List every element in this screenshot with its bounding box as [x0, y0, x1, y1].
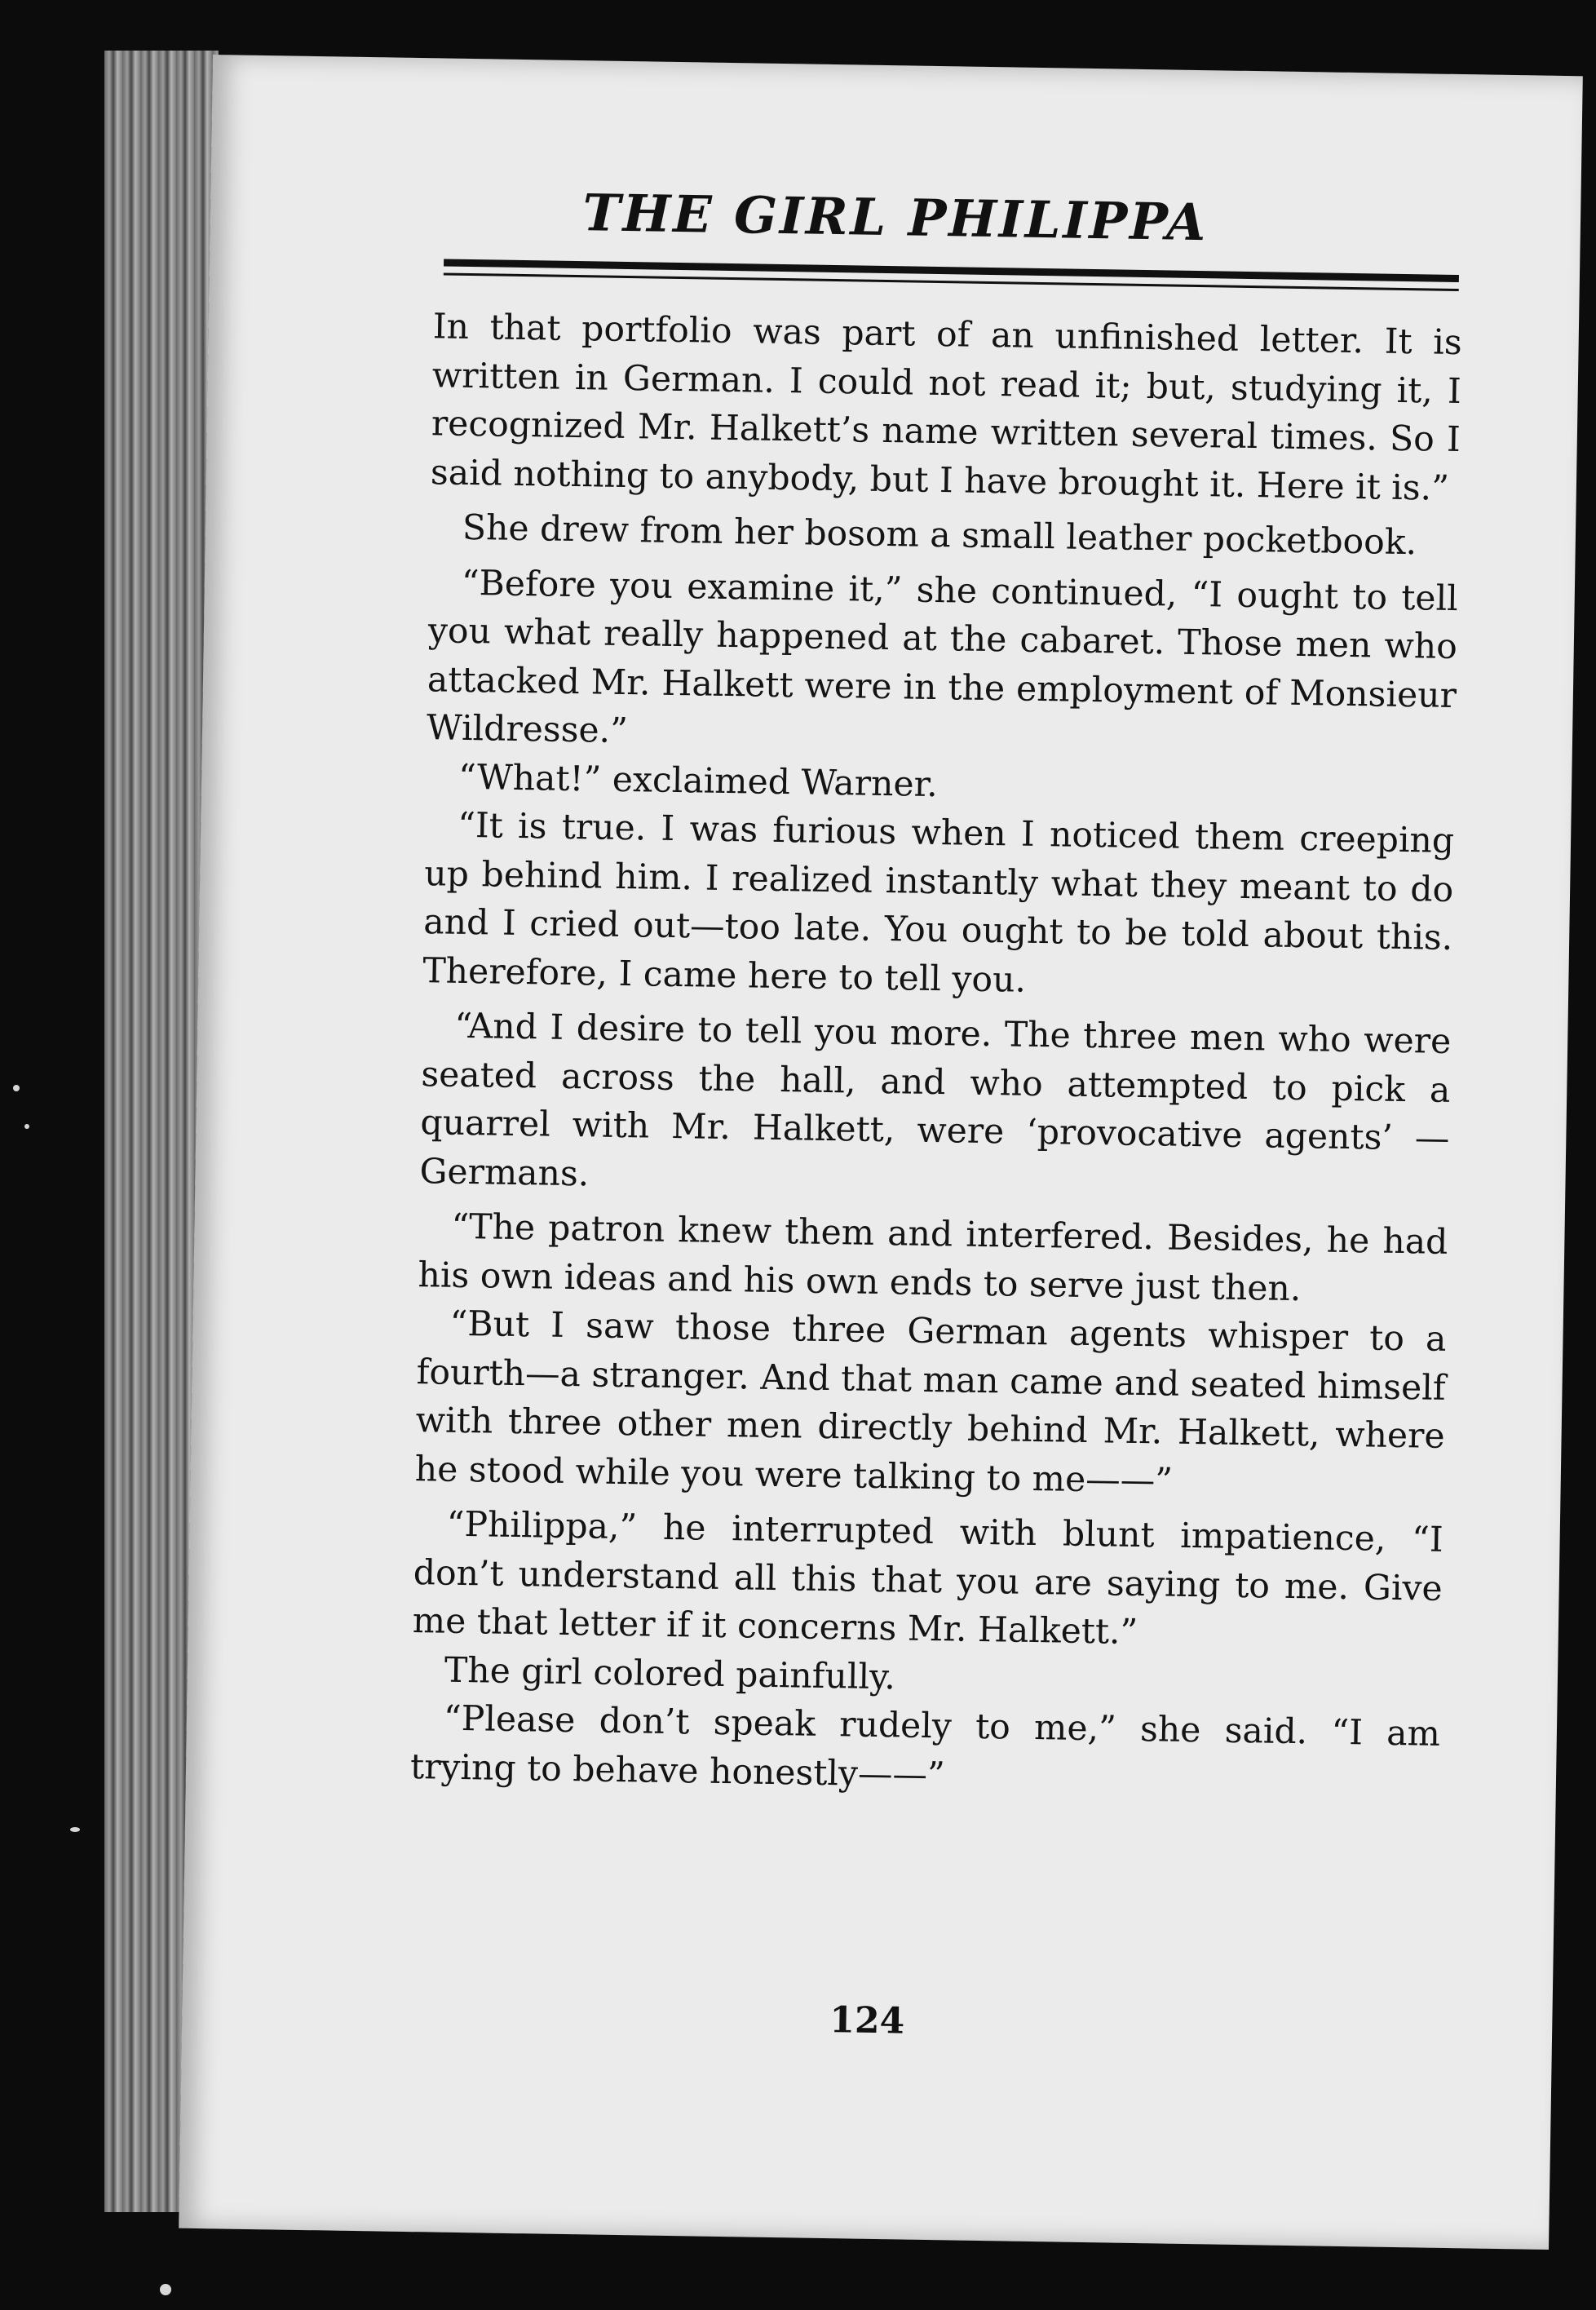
scan-speck: [13, 1085, 20, 1091]
paragraph: “Philippa,” he interrupted with blunt impatience, “I don’t understand all this that you are saying to me. Give me that letter if it concerns Mr. Halkett.”: [412, 1504, 1443, 1653]
scan-speck: [160, 2284, 171, 2295]
paragraph: “And I desire to tell you more. The three men who were seated across the hall, and who attempted to pick a quarrel with Mr. Halkett, were ‘provocative agents’ —Germans.: [419, 1006, 1452, 1194]
paragraph: “The patron knew them and interfered. Besides, he had his own ideas and his own ends to serve just then.: [418, 1206, 1448, 1309]
header-rule-thick: [444, 259, 1459, 282]
book-page: [179, 55, 1583, 2250]
running-head: THE GIRL PHILIPPA: [582, 183, 1209, 253]
paragraph: “What!” exclaimed Warner.: [458, 757, 939, 805]
paragraph: “Please don’t speak rudely to me,” she said. “I am trying to behave honestly——”: [409, 1698, 1441, 1795]
paragraph: “But I saw those three German agents whisper to a fourth—a stranger. And that man came and seated himself with three other men directly behind Mr. Halkett, where he stood while you were talking to me——”: [414, 1303, 1447, 1502]
page-number: 124: [829, 1999, 905, 2042]
paragraph: The girl colored painfully.: [444, 1650, 896, 1697]
paragraph: “Before you examine it,” she continued, “I ought to tell you what really happened at the cabaret. Those men who attacked Mr. Halkett were in the employment of Monsieur Wildresse.”: [426, 563, 1459, 752]
body-text: [410, 303, 1463, 1808]
paragraph: In that portfolio was part of an unfinished letter. It is written in German. I could not read it; but, studying it, I recognized Mr. Halkett’s name written several times. So I said nothing to anybody, but I have brought it. Here it is.”: [430, 307, 1463, 509]
paragraph: She drew from her bosom a small leather pocketbook.: [462, 507, 1417, 564]
scan-speck: [24, 1124, 29, 1129]
paragraph: “It is true. I was furious when I noticed them creeping up behind him. I realized instantly what they meant to do and I cried out—too late. You ought to be told about this. Therefore, I came here to tell you.: [422, 805, 1455, 1001]
scan-speck: [70, 1827, 80, 1832]
